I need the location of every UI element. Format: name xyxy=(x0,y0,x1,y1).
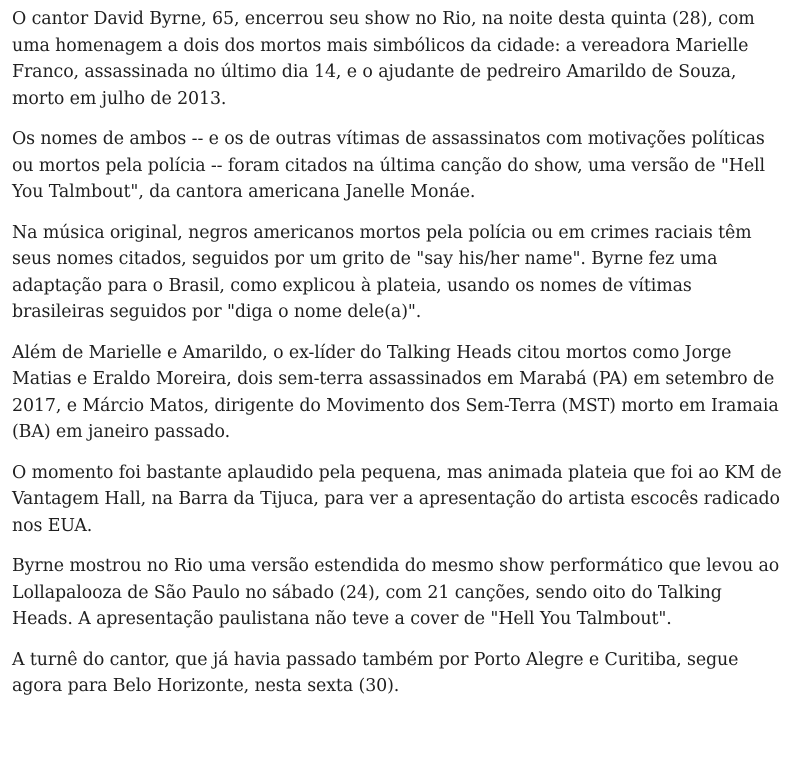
article-paragraph-5: O momento foi bastante aplaudido pela pequena, mas animada plateia que foi ao KM de Vantagem Hall, na Barra da Tijuca, para ver a apresentação do artista escocês radicado nos EUA. xyxy=(12,462,782,536)
article-paragraph-4: Além de Marielle e Amarildo, o ex-líder do Talking Heads citou mortos como Jorge Matias e Eraldo Moreira, dois sem-terra assassinados em Marabá (PA) em setembro de 2017, e Márcio Matos, dirigente do Movimento dos Sem-Terra (MST) morto em Iramaia (BA) em janeiro passado. xyxy=(12,342,779,442)
article-paragraph-3: Na música original, negros americanos mortos pela polícia ou em crimes raciais têm seus nomes citados, seguidos por um grito de "say his/her name". Byrne fez uma adaptação para o Brasil, como explicou à plateia, usando os nomes de vítimas brasileiras seguidos por "diga o nome dele(a)". xyxy=(12,222,752,322)
article-paragraph-2: Os nomes de ambos -- e os de outras vítimas de assassinatos com motivações políticas ou mortos pela polícia -- foram citados na última canção do show, uma versão de "Hell You Talmbout", da cantora americana Janelle Monáe. xyxy=(12,129,765,202)
article-paragraph-6: Byrne mostrou no Rio uma versão estendida do mesmo show performático que levou ao Lollapalooza de São Paulo no sábado (24), com 21 canções, sendo oito do Talking Heads. A apresentação paulistana não teve a cover de "Hell You Talmbout". xyxy=(12,556,780,629)
article-paragraph-1: O cantor David Byrne, 65, encerrou seu show no Rio, na noite desta quinta (28), com uma homenagem a dois dos mortos mais simbólicos da cidade: a vereadora Marielle Franco, assassinada no último dia 14, e o ajudante de pedreiro Amarildo de Souza, morto em julho de 2013. xyxy=(12,9,755,109)
article-paragraph-7: A turnê do cantor, que já havia passado também por Porto Alegre e Curitiba, segue agora para Belo Horizonte, nesta sexta (30). xyxy=(12,649,739,696)
